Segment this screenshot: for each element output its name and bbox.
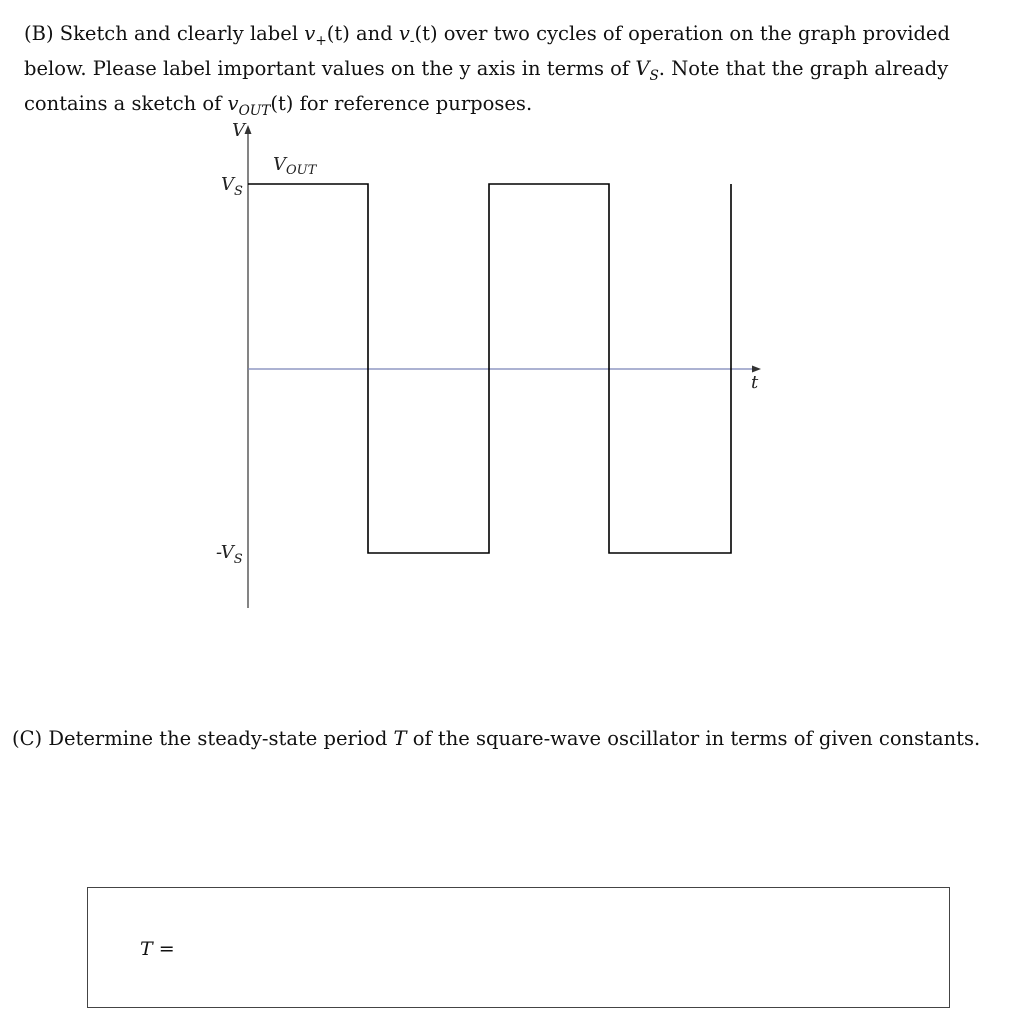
part-b-text-2a: below. Please label important values on the y axis in terms of	[24, 56, 630, 80]
T-var: T	[393, 727, 407, 750]
x-axis-label: t	[751, 372, 759, 393]
neg-vs-tick-label: $-V_S$	[216, 542, 243, 567]
t-arg-3: (t)	[270, 91, 294, 115]
part-c-line	[12, 725, 981, 752]
vout-var: $v_{OUT}$	[227, 91, 271, 119]
part-c-text-a: Determine the steady-state period	[48, 727, 388, 750]
part-c-text-b: of the square-wave oscillator in terms of given constants.	[412, 727, 981, 750]
v-minus-var: $v_-$	[398, 22, 415, 49]
y-axis-arrow-icon	[245, 125, 252, 134]
answer-box[interactable]	[87, 887, 950, 1008]
part-c-question	[12, 725, 981, 752]
vs-tick-label: $V_S$	[221, 174, 243, 199]
part-b-text-3a: contains a sketch of	[24, 91, 222, 115]
answer-label: T =	[140, 938, 175, 960]
part-b-text-1b: over two cycles of operation on the graph provided	[443, 22, 950, 45]
v-plus-var: $v_+$	[304, 22, 327, 49]
vs-var: $V_S$	[635, 56, 659, 84]
part-b-text-3b: for reference purposes.	[299, 91, 533, 115]
part-b-text-2b: . Note that the graph already	[658, 56, 949, 80]
t-arg-1: (t)	[326, 22, 350, 45]
and-word: and	[356, 22, 393, 45]
vout-curve-label: $V_{OUT}$	[273, 154, 317, 178]
part-b-text-1a: Sketch and clearly label	[59, 22, 299, 45]
y-axis-label: V	[232, 120, 245, 141]
part-c-label: (C)	[12, 727, 43, 750]
t-arg-2: (t)	[414, 22, 438, 45]
part-b-label: (B)	[24, 22, 54, 45]
